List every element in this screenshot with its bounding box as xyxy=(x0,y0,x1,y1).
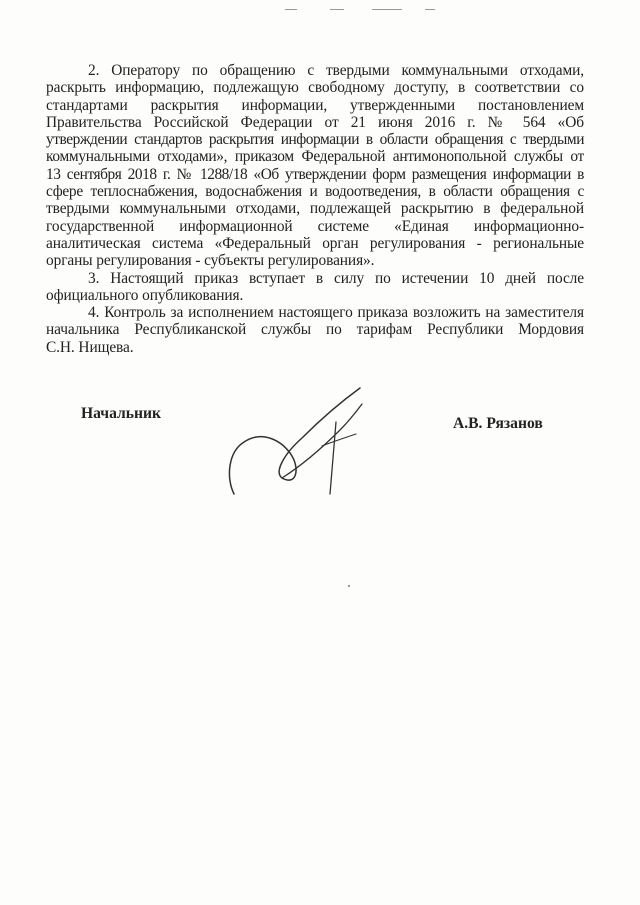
text-line: 2. Оператору по обращению с твердыми коммунальными отходами, xyxy=(88,62,584,79)
text-line: 4. Контроль за исполнением настоящего приказа возложить на заместителя xyxy=(88,304,584,322)
text-line: твердыми коммунальными отходами, подлежащей раскрытию в федеральной xyxy=(46,200,584,218)
paragraph-4 xyxy=(46,304,584,356)
text-line: сфере теплоснабжения, водоснабжения и водоотведения, в области обращения с xyxy=(46,183,584,201)
scan-artifact xyxy=(285,9,297,10)
text-line: официального опубликования. xyxy=(46,286,244,304)
handwritten-signature xyxy=(222,382,372,507)
text-line: утверждении стандартов раскрытия информации в области обращения с твердыми xyxy=(46,131,584,149)
document-body xyxy=(46,62,584,356)
text-line: аналитическая система «Федеральный орган регулирования - региональные xyxy=(46,234,584,252)
paragraph-2 xyxy=(46,62,584,270)
paragraph-3 xyxy=(46,270,584,305)
text-line: 3. Настоящий приказ вступает в силу по истечении 10 дней после xyxy=(88,269,584,287)
text-line: С.Н. Нищева. xyxy=(46,338,134,356)
signatory-title: Начальник xyxy=(81,405,161,422)
text-line: Правительства Российской Федерации от 21 июня 2016 г. № 564 «Об xyxy=(46,113,584,131)
scan-artifact xyxy=(372,9,402,10)
text-line: 13 сентября 2018 г. № 1288/18 «Об утверждении форм размещения информации в xyxy=(46,165,584,183)
scan-artifact xyxy=(348,585,350,587)
signatory-name: А.В. Рязанов xyxy=(453,415,543,432)
text-line: коммунальными отходами», приказом Федеральной антимонопольной службы от xyxy=(46,148,584,166)
text-line: стандартами раскрытия информации, утвержденными постановлением xyxy=(46,96,584,114)
text-line: органы регулирования - субъекты регулирования». xyxy=(46,252,375,270)
text-line: государственной информационной системе «Единая информационно- xyxy=(46,217,584,235)
text-line: раскрыть информацию, подлежащую свободному доступу, в соответствии со xyxy=(46,79,584,97)
scan-artifact xyxy=(330,9,344,10)
text-line: начальника Республиканской службы по тарифам Республики Мордовия xyxy=(46,321,584,339)
scan-artifact xyxy=(425,9,435,10)
